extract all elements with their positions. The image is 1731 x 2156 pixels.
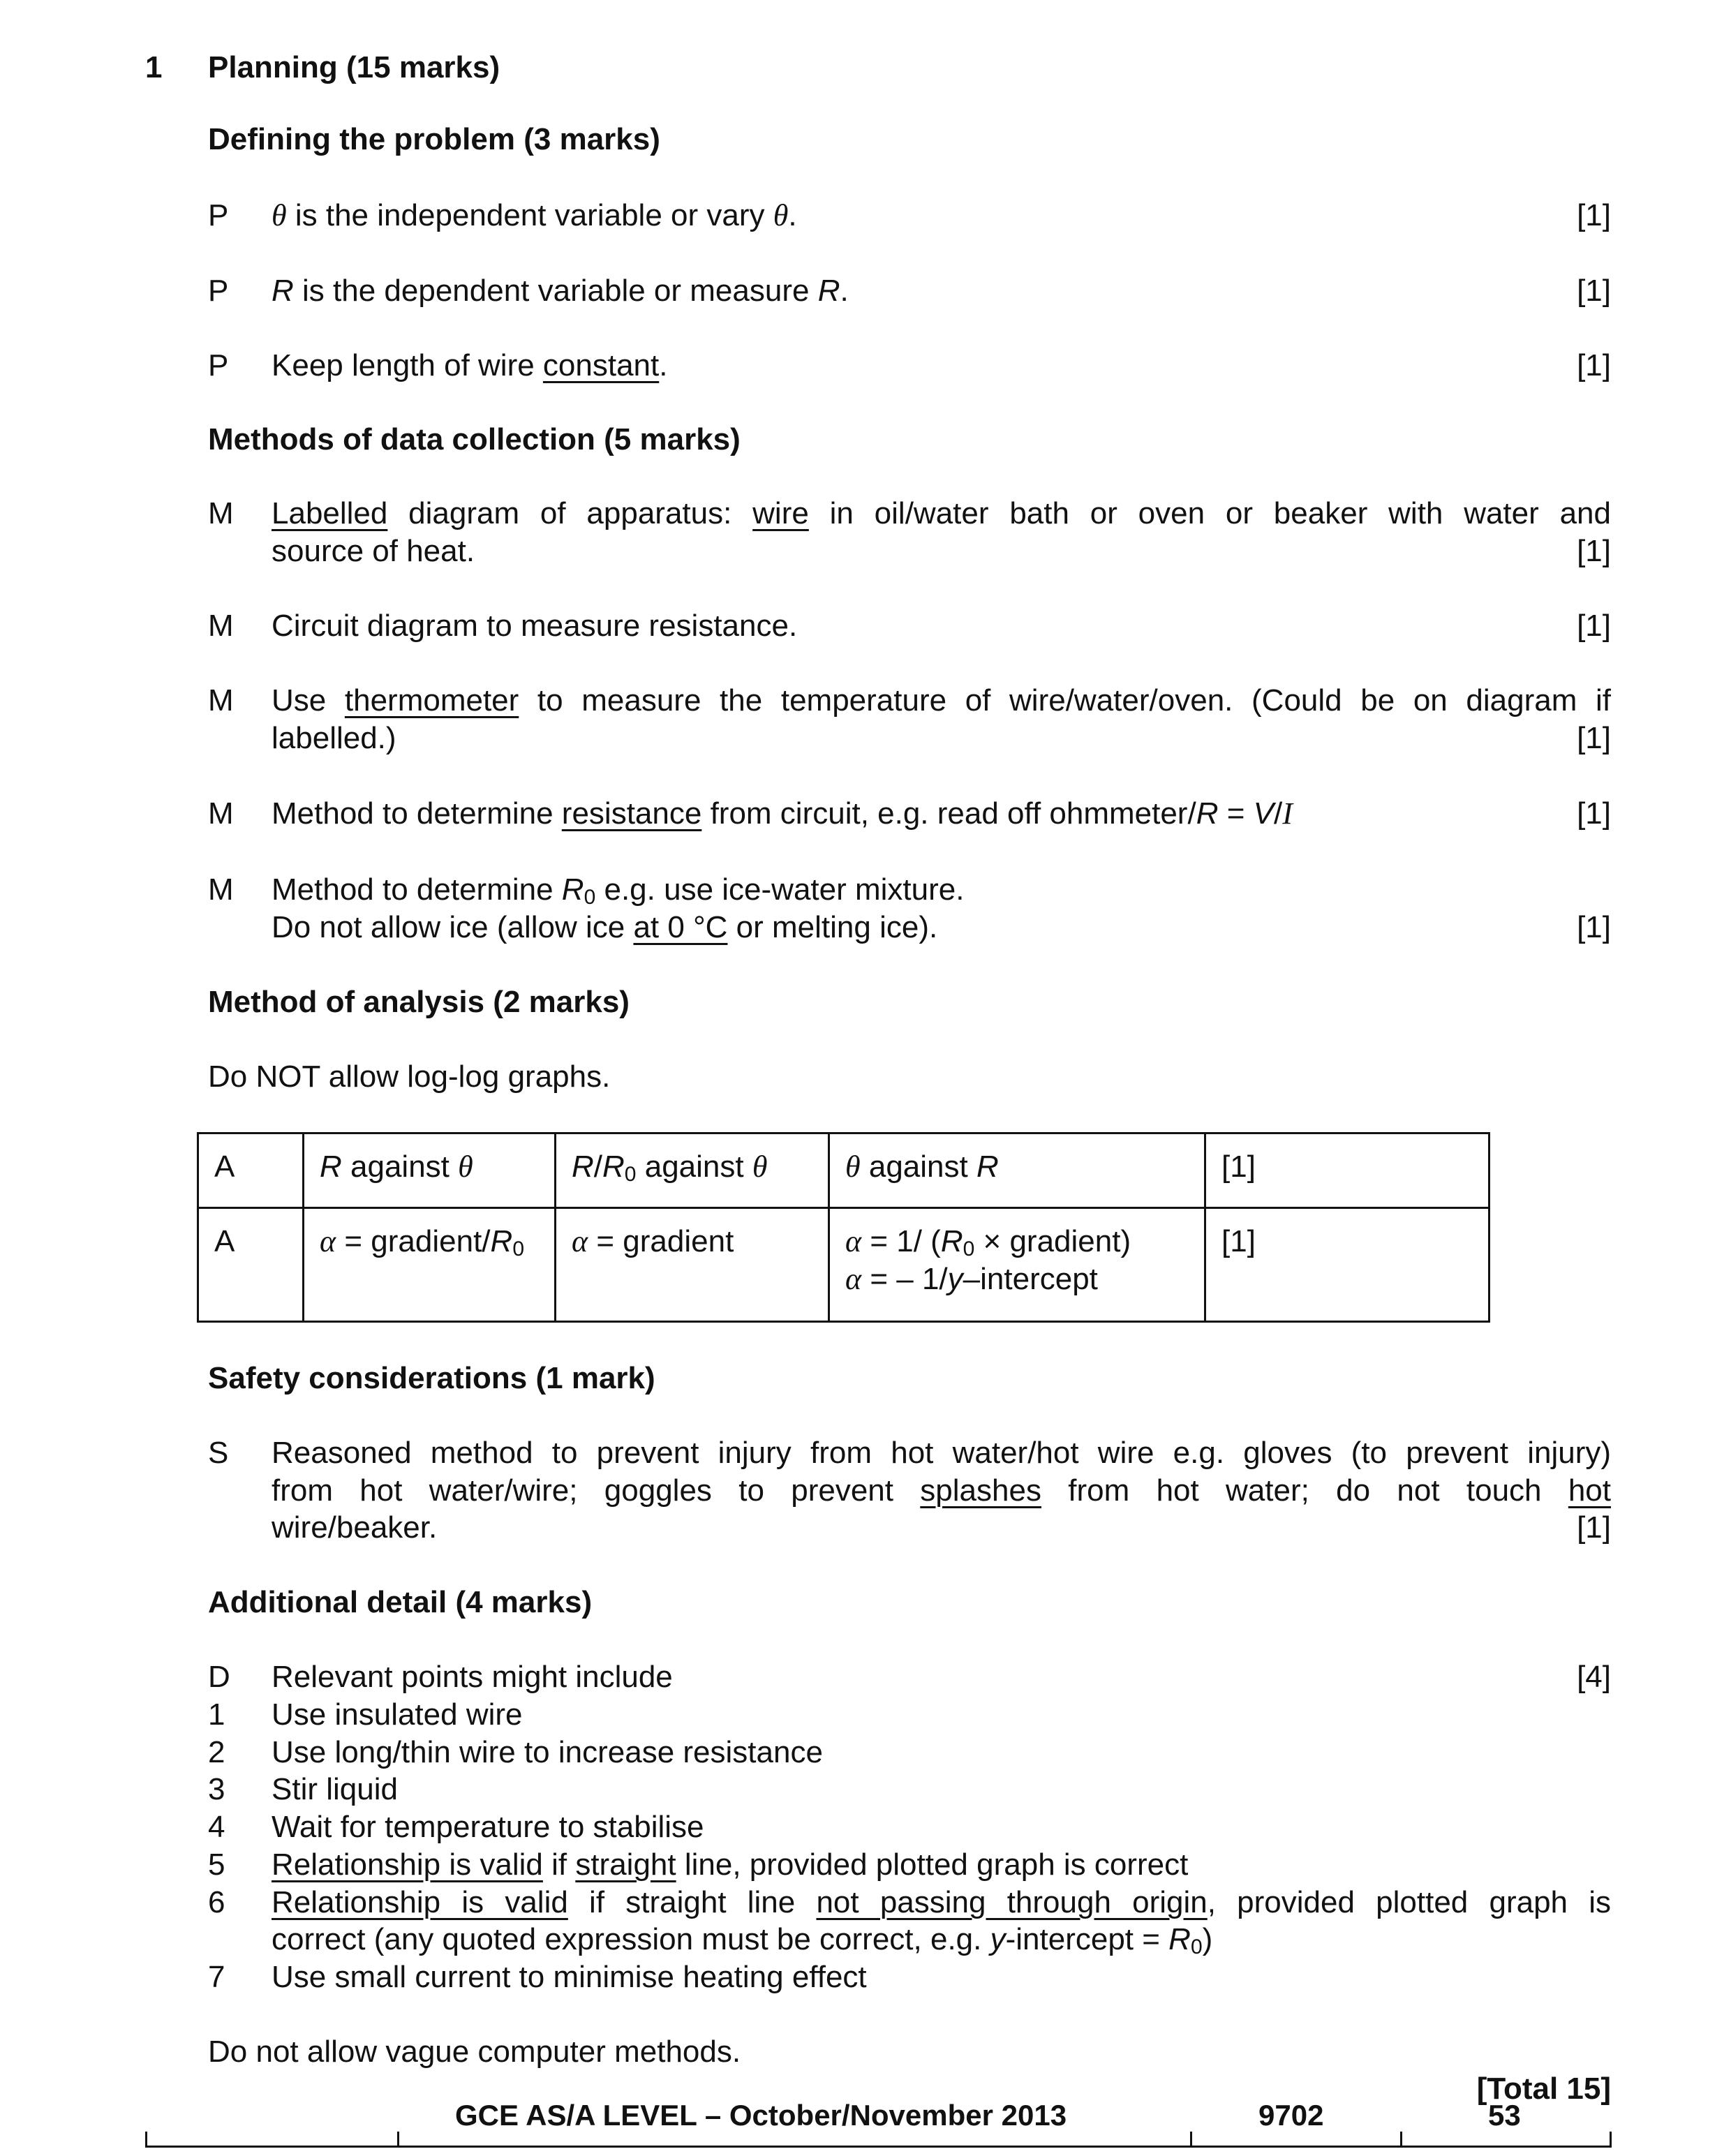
mark-value: [1] (1577, 1510, 1611, 1545)
list-item: Use small current to minimise heating effect (272, 1960, 867, 1994)
table-row (198, 1133, 1489, 1208)
table-cell: R against θ (304, 1133, 556, 1208)
mark-point-p3: Keep length of wire constant. (272, 348, 668, 382)
section-heading-analysis: Method of analysis (2 marks) (208, 985, 630, 1019)
mark-point-s1-line2: from hot water/wire; goggles to prevent splashes from hot water; do not touch hot (272, 1473, 1611, 1508)
table-cell: α = 1/ ($R_0$ × gradient) α = – 1/y–intercept (829, 1208, 1205, 1322)
point-number: 1 (208, 1697, 225, 1732)
list-item-line2: correct (any quoted expression must be correct, e.g. y-intercept = $R_0$) (272, 1922, 1213, 1958)
mark-point-s1-line3: wire/beaker. (272, 1510, 438, 1545)
table-cell: α = gradient/$R_0$ (304, 1208, 556, 1322)
analysis-table (197, 1132, 1490, 1323)
table-cell-letter: A (198, 1133, 304, 1208)
mark-point-m5: Method to determine $R_0$ e.g. use ice-water mixture. (272, 872, 965, 909)
point-number: 3 (208, 1772, 225, 1806)
mark-value: [1] (1577, 721, 1611, 755)
mark-point-m1: Labelled diagram of apparatus: wire in oil/water bath or oven or beaker with water and (272, 496, 1611, 530)
section-heading-additional: Additional detail (4 marks) (208, 1585, 593, 1619)
list-item: Relationship is valid if straight line not passing through origin, provided plotted graph is (272, 1885, 1612, 1919)
list-item: Relationship is valid if straight line, provided plotted graph is correct (272, 1848, 1189, 1882)
question-title: Planning (15 marks) (208, 50, 500, 84)
table-cell-letter: A (198, 1208, 304, 1322)
mark-letter: D (208, 1660, 230, 1694)
section-heading-safety: Safety considerations (1 mark) (208, 1361, 655, 1395)
list-item: Use insulated wire (272, 1697, 523, 1732)
mark-letter: M (208, 496, 234, 530)
table-cell: α = gradient (556, 1208, 829, 1322)
mark-letter: P (208, 198, 229, 232)
theta-symbol: θ (272, 198, 287, 232)
mark-letter: M (208, 683, 234, 718)
mark-letter: S (208, 1436, 229, 1470)
mark-value: [1] (1577, 609, 1611, 643)
mark-letter: M (208, 872, 234, 907)
footer-divider (1400, 2132, 1402, 2148)
total-marks: [Total 15] (1476, 2072, 1611, 2106)
mark-letter: M (208, 796, 234, 831)
mark-point-p1: θ is the independent variable or vary θ. (272, 198, 797, 232)
closing-note: Do not allow vague computer methods. (208, 2035, 741, 2069)
point-number: 4 (208, 1810, 225, 1844)
table-cell-mark: [1] (1205, 1133, 1489, 1208)
footer-rule (145, 2146, 1612, 2148)
footer-exam: GCE AS/A LEVEL – October/November 2013 (455, 2099, 1067, 2132)
list-item: Stir liquid (272, 1772, 398, 1806)
mark-point-s1: Reasoned method to prevent injury from hot water/hot wire e.g. gloves (to prevent injury) (272, 1436, 1611, 1470)
mark-point-p2: R is the dependent variable or measure R. (272, 274, 849, 308)
question-number: 1 (145, 50, 163, 84)
mark-point-m3-line2: labelled.) (272, 721, 396, 755)
point-number: 2 (208, 1735, 225, 1769)
point-number: 6 (208, 1885, 225, 1919)
mark-value: [1] (1577, 198, 1611, 232)
mark-letter: M (208, 609, 234, 643)
mark-value: [1] (1577, 274, 1611, 308)
footer-syllabus: 9702 (1258, 2099, 1324, 2132)
footer-paper: 53 (1488, 2099, 1521, 2132)
mark-point-m1-line2: source of heat. (272, 534, 475, 568)
mark-letter: P (208, 348, 229, 382)
mark-point-m5-line2: Do not allow ice (allow ice at 0 °C or melting ice). (272, 910, 938, 944)
additional-intro: Relevant points might include (272, 1660, 673, 1694)
table-cell: θ against R (829, 1133, 1205, 1208)
mark-value: [1] (1577, 910, 1611, 944)
mark-point-m2: Circuit diagram to measure resistance. (272, 609, 798, 643)
point-number: 7 (208, 1960, 225, 1994)
section-heading-defining: Defining the problem (3 marks) (208, 122, 660, 156)
footer-divider (1610, 2132, 1612, 2148)
table-cell: $R/R_0$ against θ (556, 1133, 829, 1208)
mark-point-m4: Method to determine resistance from circuit, e.g. read off ohmmeter/R = V/I (272, 796, 1293, 831)
analysis-note: Do NOT allow log-log graphs. (208, 1060, 611, 1094)
mark-value: [4] (1577, 1660, 1611, 1694)
mark-letter: P (208, 274, 229, 308)
footer-divider (397, 2132, 399, 2148)
mark-value: [1] (1577, 796, 1611, 831)
table-cell-mark: [1] (1205, 1208, 1489, 1322)
footer-divider (145, 2132, 147, 2148)
point-number: 5 (208, 1848, 225, 1882)
mark-value: [1] (1577, 348, 1611, 382)
list-item: Use long/thin wire to increase resistance (272, 1735, 823, 1769)
table-row (198, 1208, 1489, 1322)
mark-point-m3: Use thermometer to measure the temperature of wire/water/oven. (Could be on diagram if (272, 683, 1611, 718)
list-item: Wait for temperature to stabilise (272, 1810, 704, 1844)
mark-value: [1] (1577, 534, 1611, 568)
section-heading-methods: Methods of data collection (5 marks) (208, 422, 741, 456)
footer-divider (1190, 2132, 1192, 2148)
